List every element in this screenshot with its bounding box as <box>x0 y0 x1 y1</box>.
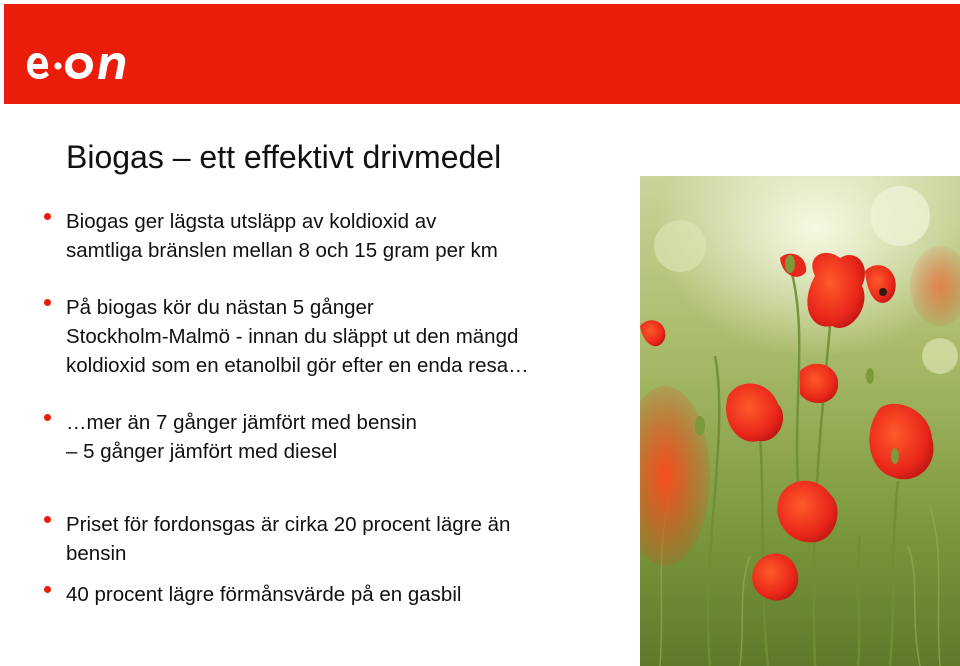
bullet-text: …mer än 7 gånger jämfört med bensin – 5 gånger jämfört med diesel <box>66 411 417 463</box>
header-bar <box>4 4 960 104</box>
bullet-dot <box>44 516 51 523</box>
bullet-dot <box>44 586 51 593</box>
bullet-item <box>44 580 461 609</box>
bullet-dot <box>44 213 51 220</box>
bullet-text: 40 procent lägre förmånsvärde på en gasbil <box>66 583 462 606</box>
poppy-illustration <box>640 176 960 666</box>
bullet-dot <box>44 414 51 421</box>
bullet-item <box>44 207 498 265</box>
bullet-text: Biogas ger lägsta utsläpp av koldioxid av samtliga bränslen mellan 8 och 15 gram per km <box>66 210 498 262</box>
poppy-photo <box>640 176 960 666</box>
bullet-text: Priset för fordonsgas är cirka 20 procent lägre än bensin <box>66 513 511 565</box>
eon-logo <box>26 44 156 88</box>
bullet-item <box>44 510 510 568</box>
bullet-text: På biogas kör du nästan 5 gånger Stockholm-Malmö - innan du släppt ut den mängd koldioxid som en etanolbil gör efter en enda resa… <box>66 296 529 377</box>
bullet-item <box>44 293 529 380</box>
bullet-item <box>44 408 417 466</box>
bullet-dot <box>44 299 51 306</box>
slide-title: Biogas – ett effektivt drivmedel <box>66 139 502 175</box>
